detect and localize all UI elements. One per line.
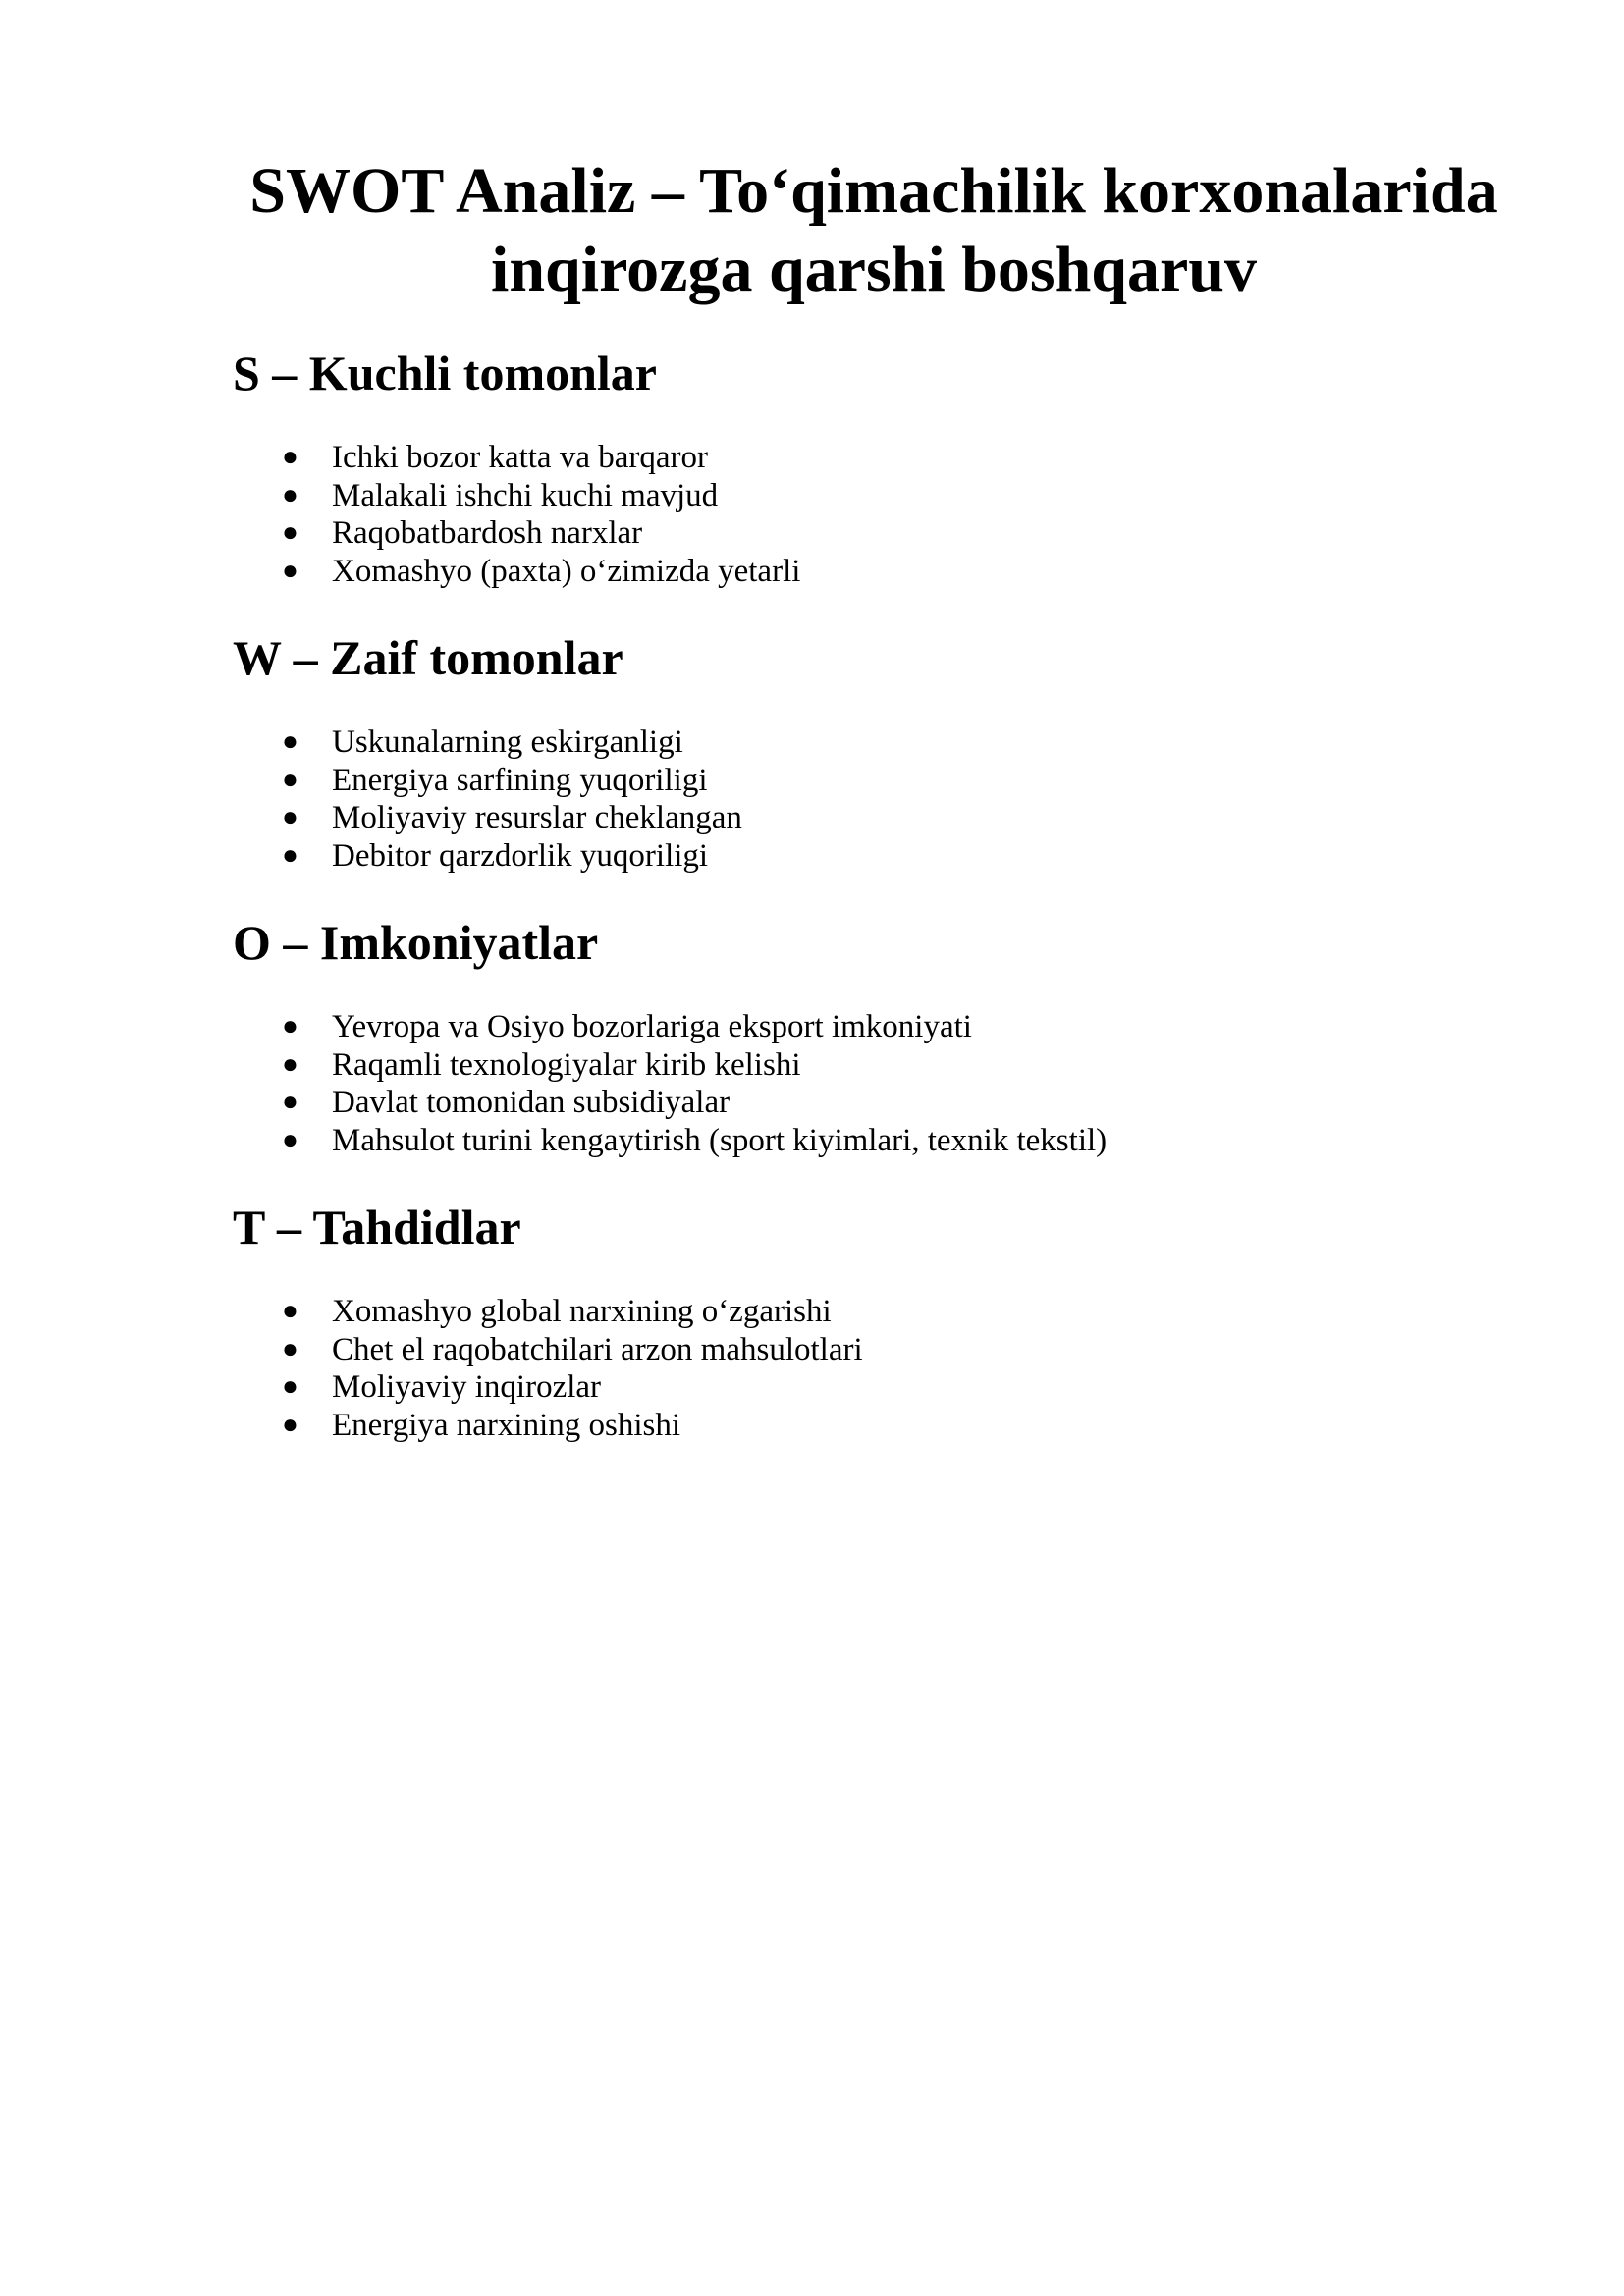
list-item-text: Raqamli texnologiyalar kirib kelishi: [332, 1046, 801, 1083]
list-item-text: Moliyaviy inqirozlar: [332, 1369, 602, 1405]
bullet-icon: ●: [282, 1124, 298, 1155]
bullet-icon: ●: [282, 442, 298, 472]
section-heading: S – Kuchli tomonlar: [233, 346, 657, 400]
bullet-list: [233, 439, 1509, 590]
bullet-icon: ●: [282, 802, 298, 832]
list-item-text: Uskunalarning eskirganligi: [332, 724, 683, 760]
list-item: [233, 1293, 1509, 1331]
bullet-list: [233, 723, 1509, 875]
list-item: [233, 477, 1509, 515]
bullet-icon: ●: [282, 726, 298, 757]
list-item-text: Debitor qarzdorlik yuqoriligi: [332, 837, 709, 874]
list-item: [233, 439, 1509, 477]
bullet-list: [233, 1293, 1509, 1444]
list-item-text: Energiya sarfining yuqoriligi: [332, 762, 708, 798]
section-weaknesses: [233, 628, 1509, 875]
list-item: [233, 837, 1509, 876]
section-opportunities: [233, 913, 1509, 1159]
bullet-list: [233, 1008, 1509, 1159]
list-item: [233, 1084, 1509, 1122]
list-item: [233, 553, 1509, 591]
list-item-text: Chet el raqobatchilari arzon mahsulotlari: [332, 1331, 863, 1367]
bullet-icon: ●: [282, 1371, 298, 1402]
list-item-text: Yevropa va Osiyo bozorlariga eksport imkoniyati: [332, 1009, 972, 1044]
bullet-icon: ●: [282, 1296, 298, 1326]
list-item-text: Davlat tomonidan subsidiyalar: [332, 1085, 731, 1120]
list-item-text: Malakali ishchi kuchi mavjud: [332, 477, 719, 513]
bullet-icon: ●: [282, 517, 298, 548]
list-item: [233, 1407, 1509, 1445]
section-threats: [233, 1198, 1509, 1444]
bullet-icon: ●: [282, 555, 298, 586]
list-item: [233, 1046, 1509, 1085]
list-item: [233, 1122, 1509, 1160]
title-line-2: inqirozga qarshi boshqaruv: [490, 234, 1257, 305]
bullet-icon: ●: [282, 1011, 298, 1041]
list-item-text: Xomashyo global narxining o‘zgarishi: [332, 1294, 832, 1329]
list-item: [233, 1008, 1509, 1046]
list-item: [233, 1331, 1509, 1369]
section-heading: O – Imkoniyatlar: [233, 915, 599, 970]
list-item-text: Energiya narxining oshishi: [332, 1407, 681, 1443]
list-item-text: Xomashyo (paxta) o‘zimizda yetarli: [332, 553, 801, 589]
section-heading: W – Zaif tomonlar: [233, 630, 623, 685]
bullet-icon: ●: [282, 479, 298, 510]
list-item: [233, 799, 1509, 837]
list-item: [233, 762, 1509, 800]
bullet-icon: ●: [282, 1409, 298, 1440]
document-title: [216, 152, 1532, 309]
list-item-text: Ichki bozor katta va barqaror: [332, 440, 708, 475]
list-item: [233, 514, 1509, 553]
list-item-text: Raqobatbardosh narxlar: [332, 515, 643, 551]
section-heading: T – Tahdidlar: [233, 1200, 521, 1255]
list-item-text: Mahsulot turini kengaytirish (sport kiyimlari, texnik tekstil): [332, 1122, 1108, 1158]
bullet-icon: ●: [282, 764, 298, 795]
bullet-icon: ●: [282, 1333, 298, 1364]
bullet-icon: ●: [282, 1087, 298, 1117]
bullet-icon: ●: [282, 1048, 298, 1080]
list-item: [233, 723, 1509, 762]
title-line-1: SWOT Analiz – To‘qimachilik korxonalarida: [249, 155, 1498, 227]
list-item-text: Moliyaviy resurslar cheklangan: [332, 800, 742, 835]
bullet-icon: ●: [282, 839, 298, 871]
list-item: [233, 1368, 1509, 1407]
section-strengths: [233, 344, 1509, 590]
